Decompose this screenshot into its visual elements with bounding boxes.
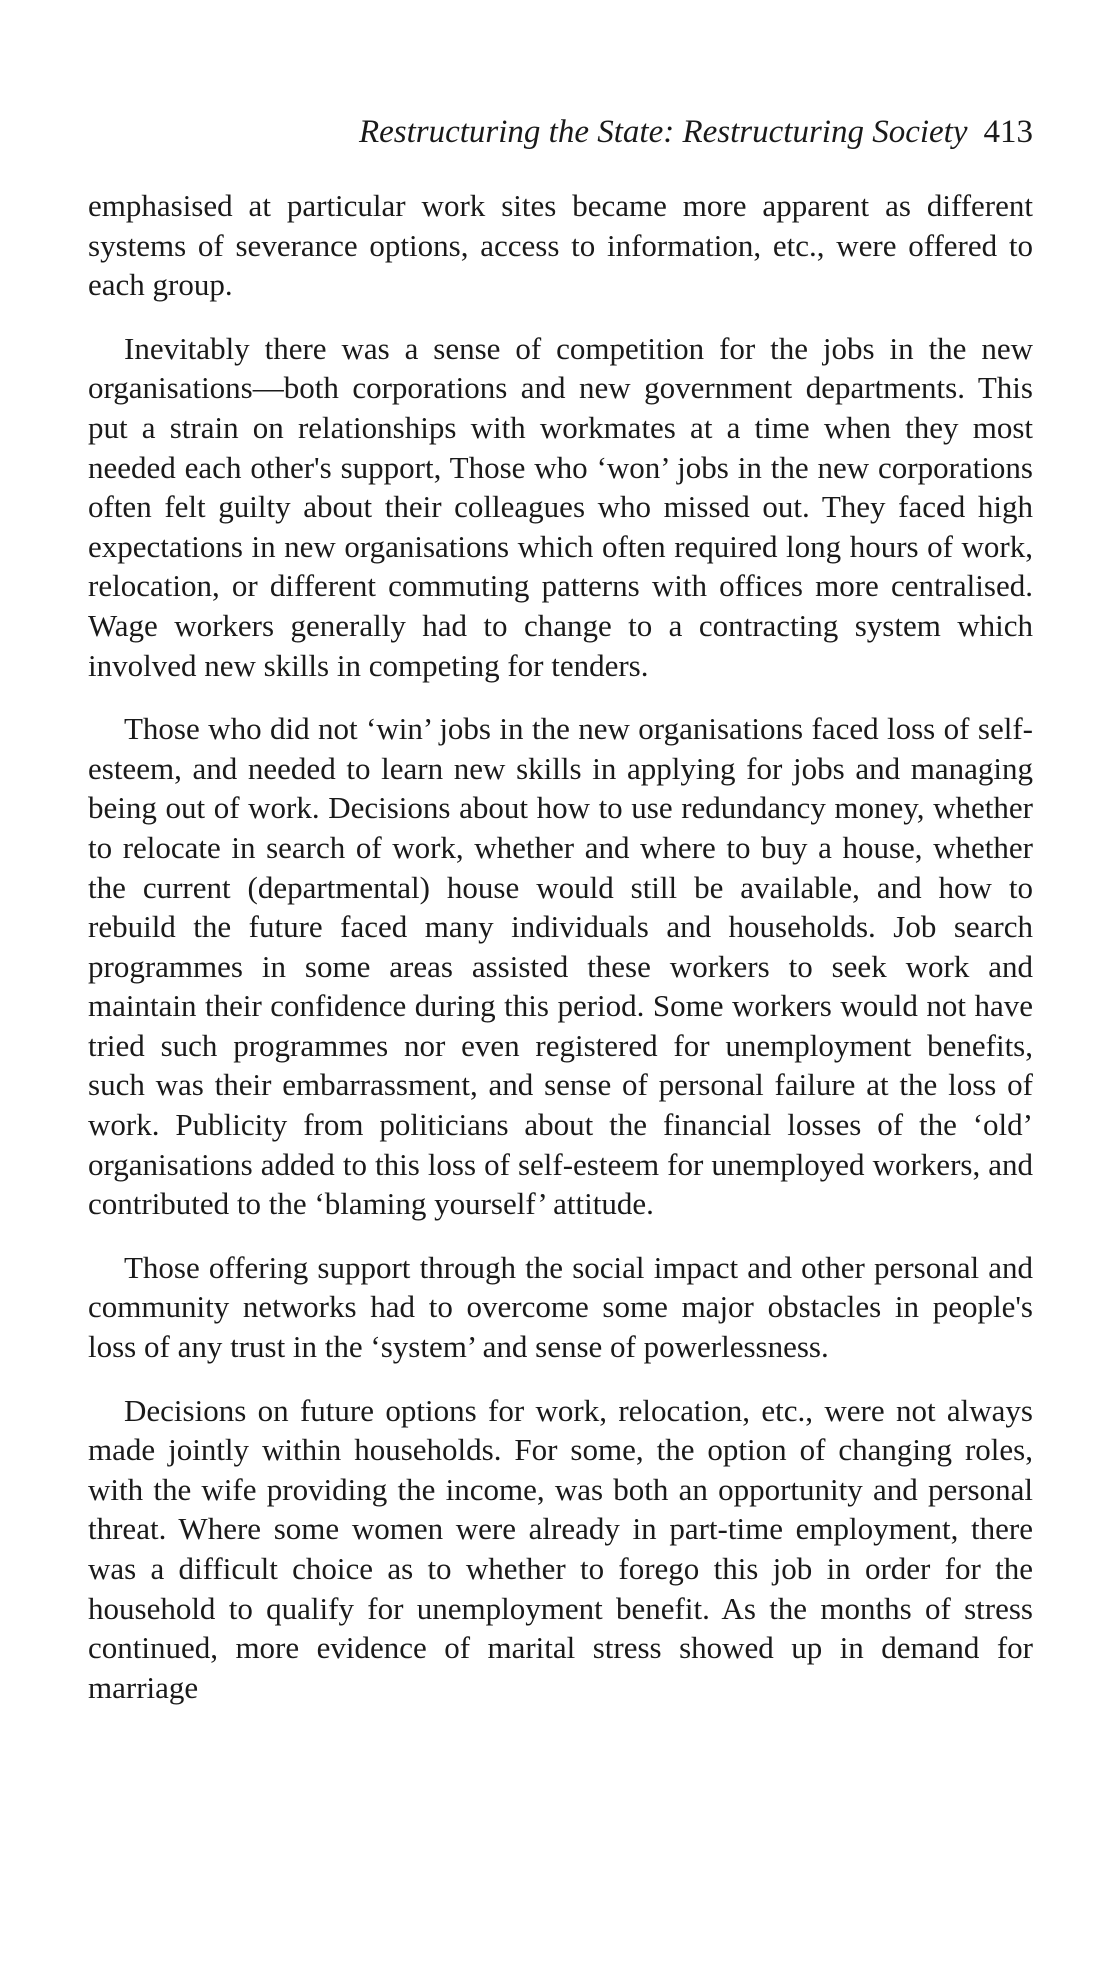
book-page xyxy=(88,112,1033,1731)
paragraph-continued: emphasised at particular work sites became more apparent as different systems of severance options, access to information, etc., were offered to each group. xyxy=(88,188,1033,303)
paragraph-self-esteem: Those who did not ‘win’ jobs in the new organisations faced loss of self-esteem, and needed to learn new skills in applying for jobs and managing being out of work. Decisions about how to use redundancy money, whether to relocate in search of work, whether and where to buy a house, whether the current (departmental) house would still be available, and how to rebuild the future faced many individuals and households. Job search programmes in some areas assisted these workers to seek work and maintain their confidence during this period. Some workers would not have tried such programmes nor even registered for unemployment benefits, such was their embarrassment, and sense of personal failure at the loss of work. Publicity from politicians about the financial losses of the ‘old’ organisations added to this loss of self-esteem for unemployed workers, and contributed to the ‘blaming yourself’ attitude. xyxy=(88,711,1033,1222)
running-title: Restructuring the State: Restructuring Society xyxy=(358,114,968,150)
page-number: 413 xyxy=(983,114,1033,150)
text-body xyxy=(88,186,1033,1707)
paragraph-competition: Inevitably there was a sense of competition for the jobs in the new organisations—both corporations and new government departments. This put a strain on relationships with workmates at a time when they most needed each other's support, Those who ‘won’ jobs in the new corporations often felt guilty about their colleagues who missed out. They faced high expectations in new organisations which often required long hours of work, relocation, or different commuting patterns with offices more centralised. Wage workers generally had to change to a contracting system which involved new skills in competing for tenders. xyxy=(88,330,1033,683)
running-head xyxy=(88,112,1033,152)
paragraph-support: Those offering support through the social impact and other personal and community networks had to overcome some major obstacles in people's loss of any trust in the ‘system’ and sense of powerlessness. xyxy=(88,1249,1033,1365)
paragraph-households: Decisions on future options for work, relocation, etc., were not always made jointly within households. For some, the option of changing roles, with the wife providing the income, was both an opportunity and personal threat. Where some women were already in part-time employment, there was a difficult choice as to whether to forego this job in order for the household to qualify for unemployment benefit. As the months of stress continued, more evidence of marital stress showed up in demand for marriage xyxy=(88,1392,1033,1705)
